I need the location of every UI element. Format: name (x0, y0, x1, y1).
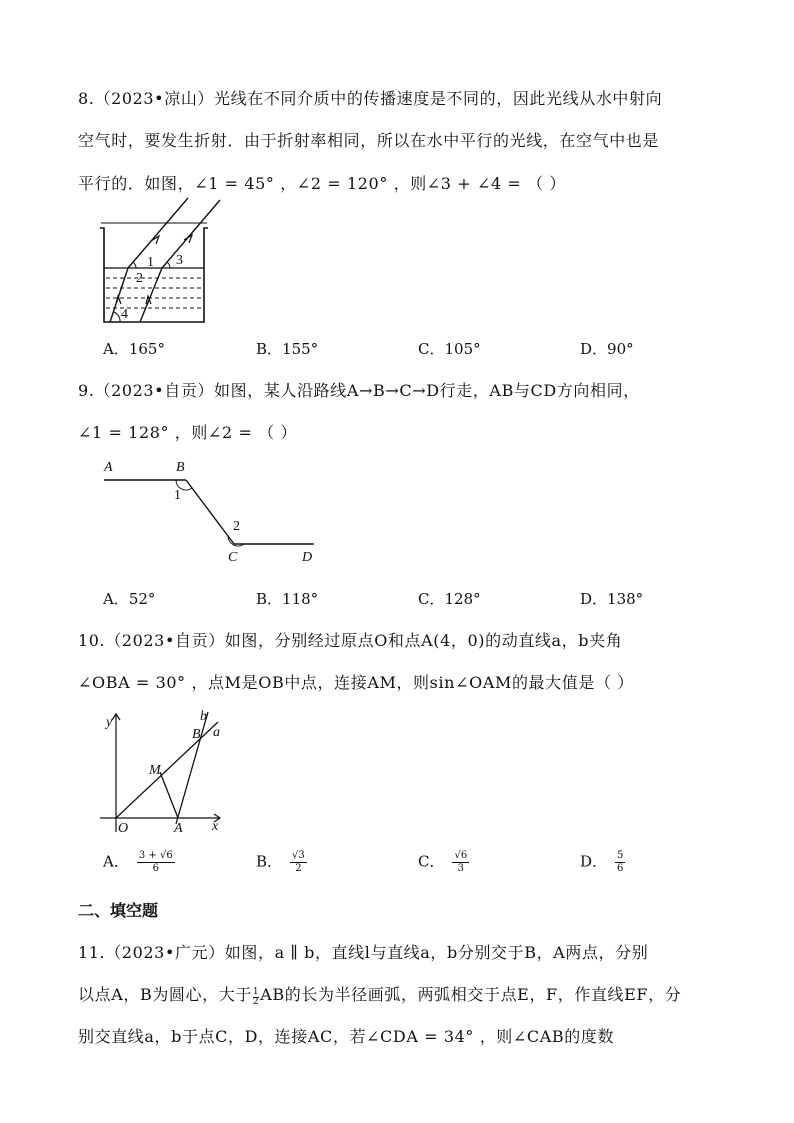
q11-line-2-pre: 以点A，B为圆心，大于 (78, 985, 252, 1004)
q8-angle-label-2: 2 (136, 271, 143, 286)
q11-text-line-2 (78, 982, 681, 1007)
q8-text-line-3: 平行的．如图，∠1 = 45° ，∠2 = 120° ，则∠3 + ∠4 = （ ） (78, 174, 567, 193)
q9-path-figure (96, 455, 336, 570)
q10-option-c-label: C． (418, 852, 445, 871)
q10-option-b-denominator: 2 (295, 863, 302, 874)
q10-option-b[interactable] (256, 850, 307, 875)
q11-text-line-1: 11.（2023•广元）如图，a ∥ b，直线l与直线a，b分别交于B，A两点，分别 (78, 943, 649, 962)
q8-option-c[interactable]: C．105° (418, 340, 481, 358)
q10-option-c-fraction (452, 850, 469, 875)
q10-option-a-numerator: 3 + √6 (138, 850, 173, 861)
q11-text-line-3: 别交直线a，b于点C，D，连接AC，若∠CDA = 34° ，则∠CAB的度数 (78, 1027, 615, 1046)
q9-option-b[interactable]: B．118° (256, 590, 319, 608)
q10-option-a-label: A． (103, 852, 129, 871)
q11-half-denominator: 2 (252, 997, 260, 1007)
q10-option-d-denominator: 6 (617, 863, 624, 874)
q9-point-c-label: C (228, 550, 238, 565)
q8-angle-label-1: 1 (147, 255, 154, 270)
q10-line-b-label: b (200, 709, 207, 724)
q10-point-a-label: A (174, 821, 183, 836)
q10-option-c-numerator: √6 (454, 850, 468, 861)
q8-option-a[interactable]: A．165° (103, 340, 165, 358)
q10-text-line-2: ∠OBA = 30° ，点M是OB中点，连接AM，则sin∠OAM的最大值是（ ） (78, 673, 634, 692)
q9-text-line-1: 9.（2023•自贡）如图，某人沿路线A→B→C→D行走，AB与CD方向相同， (78, 381, 640, 400)
q8-beaker-figure (96, 196, 226, 330)
q8-text-line-1: 8.（2023•凉山）光线在不同介质中的传播速度是不同的，因此光线从水中射向 (78, 89, 663, 108)
q8-angle-label-4: 4 (121, 307, 128, 322)
q10-option-d-label: D． (580, 852, 608, 871)
q10-point-b-label: B (192, 727, 201, 742)
q10-option-a[interactable] (103, 850, 175, 875)
q9-option-a[interactable]: A．52° (103, 590, 156, 608)
q9-angle-label-1: 1 (174, 488, 181, 503)
q11-line-2-post: AB的长为半径画弧，两弧相交于点E，F，作直线EF，分 (260, 985, 682, 1004)
q9-option-c[interactable]: C．128° (418, 590, 481, 608)
q10-option-b-label: B． (256, 852, 283, 871)
q9-text-line-2: ∠1 = 128° ，则∠2 = （ ） (78, 423, 298, 442)
q10-x-axis-label: x (212, 819, 219, 834)
q10-option-d-numerator: 5 (617, 850, 624, 861)
q8-option-d[interactable]: D．90° (580, 340, 634, 358)
q10-option-d-fraction (615, 850, 625, 875)
q10-text-line-1: 10.（2023•自贡）如图，分别经过原点O和点A(4，0)的动直线a，b夹角 (78, 631, 623, 650)
q11-half-fraction (253, 988, 259, 1007)
q10-line-a-label: a (213, 725, 220, 740)
q10-coordinate-figure (96, 706, 231, 836)
q10-point-o-label: O (118, 821, 129, 836)
q10-option-b-fraction (290, 850, 307, 875)
q9-point-a-label: A (104, 460, 113, 475)
q10-point-m-label: M (149, 763, 161, 778)
q11-half-numerator: 1 (252, 987, 260, 997)
q10-option-a-denominator: 6 (152, 863, 159, 874)
q10-option-b-numerator: √3 (292, 850, 305, 861)
q9-option-d[interactable]: D．138° (580, 590, 644, 608)
q10-option-d[interactable] (580, 850, 625, 875)
q10-option-c-denominator: 3 (457, 863, 465, 874)
q9-angle-label-2: 2 (233, 519, 240, 534)
q8-option-b[interactable]: B．155° (256, 340, 319, 358)
q9-point-d-label: D (302, 550, 313, 565)
q10-option-a-fraction (137, 850, 175, 875)
section-title-fill-in: 二、填空题 (78, 901, 159, 920)
q10-y-axis-label: y (106, 715, 113, 730)
q9-point-b-label: B (176, 460, 185, 475)
q10-option-c[interactable] (418, 850, 469, 875)
q8-text-line-2: 空气时，要发生折射．由于折射率相同，所以在水中平行的光线，在空气中也是 (78, 131, 660, 150)
q8-angle-label-3: 3 (176, 253, 183, 268)
